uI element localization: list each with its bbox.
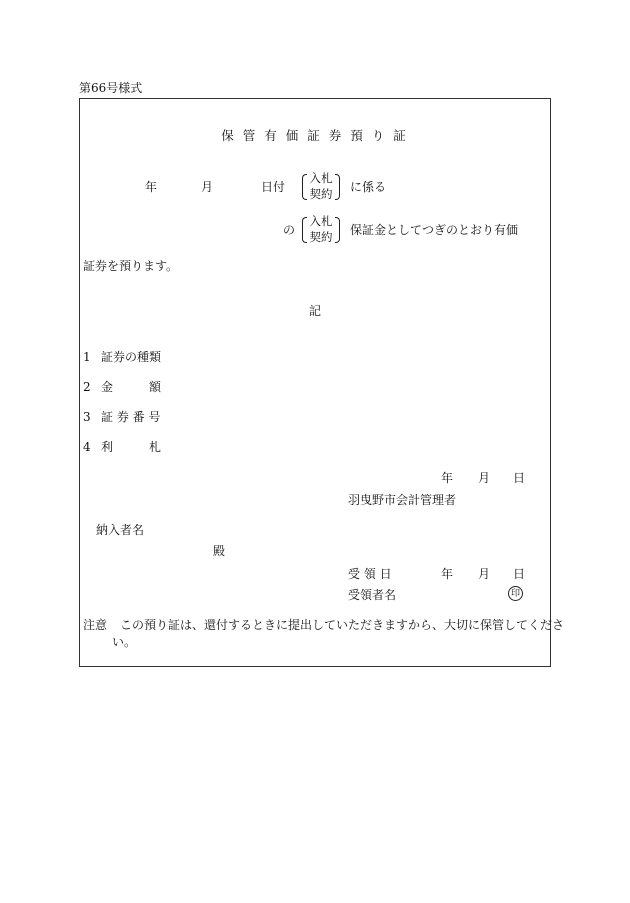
issue-day: 日 [513, 471, 526, 485]
item-4-label: 利 札 [101, 440, 162, 454]
ki-heading: 記 [308, 304, 321, 318]
item-3-number: 3 [83, 410, 91, 424]
form-number: 第66号様式 [79, 81, 143, 95]
issue-month: 月 [478, 471, 491, 485]
line1-year: 年 [145, 180, 158, 194]
line1-date: 日付 [261, 180, 286, 194]
issuer-name: 羽曳野市会計管理者 [348, 493, 457, 507]
item-2-number: 2 [83, 380, 91, 394]
line2-choice [309, 216, 333, 248]
receipt-month: 月 [478, 567, 491, 581]
item-4-number: 4 [83, 440, 91, 454]
note-line1: この預り証は、還付するときに提出していただきますから、大切に保管してくださ [120, 618, 565, 632]
seal-icon: 印 [508, 586, 523, 601]
line2-choice-top: 入札 [309, 214, 333, 228]
line2-bracket-right [335, 217, 340, 243]
item-3-label: 証 券 番 号 [101, 410, 161, 424]
line1-choice-bottom: 契約 [309, 187, 333, 201]
item-1-number: 1 [83, 350, 91, 364]
line1-month: 月 [201, 180, 214, 194]
receipt-year: 年 [441, 567, 454, 581]
honorific: 殿 [213, 544, 226, 558]
issue-year: 年 [441, 471, 454, 485]
line1-choice [309, 173, 333, 205]
line1-choice-top: 入札 [309, 171, 333, 185]
receipt-date-label: 受 領 日 [348, 567, 392, 581]
line2-choice-bottom: 契約 [309, 230, 333, 244]
line3-text: 証券を預ります。 [83, 259, 179, 273]
line2-prefix: の [283, 223, 296, 237]
form-title: 保管有価証券預り証 [221, 128, 415, 143]
payer-label: 納入者名 [96, 523, 145, 537]
receiver-label: 受領者名 [348, 588, 397, 602]
line1-suffix: に係る [350, 180, 387, 194]
line1-bracket-right [335, 174, 340, 200]
line2-text: 保証金としてつぎのとおり有価 [350, 223, 519, 237]
item-1-label: 証券の種類 [101, 350, 162, 364]
line2-bracket-left [302, 217, 307, 243]
item-2-label: 金 額 [101, 380, 162, 394]
note-line2: い。 [112, 635, 137, 649]
receipt-day: 日 [513, 567, 526, 581]
note-label: 注意 [83, 618, 108, 632]
line1-bracket-left [302, 174, 307, 200]
